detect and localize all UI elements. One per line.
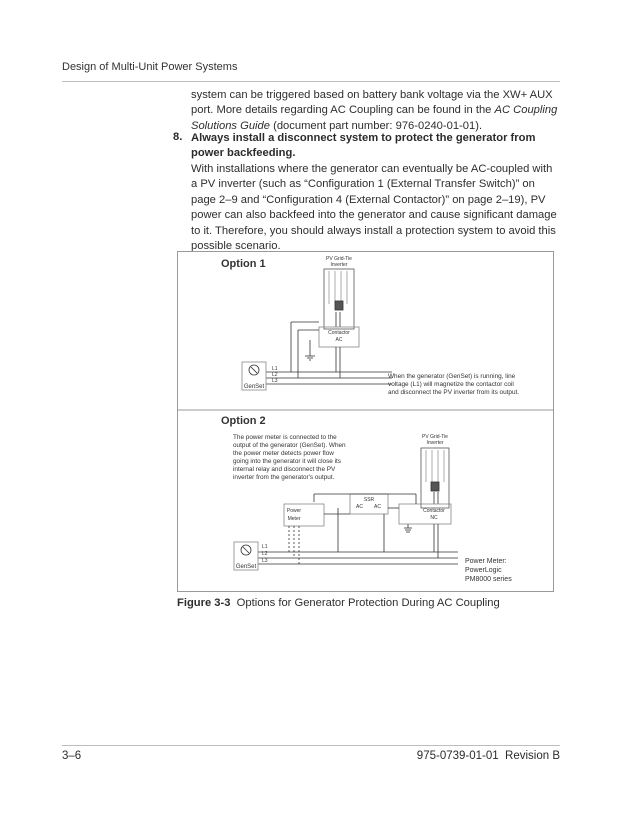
option1-l3-label: L3 <box>272 378 278 384</box>
header-divider <box>62 81 560 82</box>
ssr-label: SSR <box>363 497 375 503</box>
meter-note-line-2: PowerLogic <box>465 567 502 574</box>
option2-inverter-box <box>421 448 449 508</box>
option2-inverter-label-1: PV Grid-Tie <box>422 434 448 440</box>
meter-note-line-1: Power Meter: <box>465 558 507 565</box>
step-body: With installations where the generator can eventually be AC-coupled with a PV inverter (such as “Configuration 1 (External Transfer Switch)” on page 2–9 and “Configuration 4 (External Contactor)” on page 2–19), PV power can also backfeed into the generator and cause significant damage to it. Therefore, you should always install a protection system to avoid this possible scenario. <box>191 163 557 253</box>
power-meter-label-1: Power <box>286 508 302 514</box>
option2-note-line-2: output of the generator (GenSet). When <box>233 442 346 449</box>
option1-note-line-1: When the generator (GenSet) is running, line <box>388 373 516 380</box>
option1-note-line-3: and disconnect the PV inverter from its output. <box>388 389 520 396</box>
option2-note-line-3: the power meter detects power flow <box>233 450 334 457</box>
option2-l3-label: L3 <box>262 558 268 564</box>
intro-paragraph <box>191 88 561 134</box>
option1-title: Option 1 <box>221 258 266 270</box>
intro-text-after: (document part number: 976-0240-01-01). <box>270 119 483 132</box>
option1-l1-label: L1 <box>272 366 278 372</box>
ssr-ac-right-label: AC <box>374 504 381 510</box>
option1-l2-label: L2 <box>272 372 278 378</box>
footer-divider <box>62 745 560 746</box>
power-meter-label-2: Meter <box>287 516 301 522</box>
option2-genset-label: GenSet <box>235 564 257 570</box>
guide-title: AC Coupling Solutions Guide <box>191 104 558 132</box>
option2-contactor-box <box>399 504 451 524</box>
intro-text-before: system can be triggered based on battery bank voltage via the XW+ AUX port. More details regarding AC Coupling can be found in the <box>191 89 553 117</box>
option1-contactor-label-2: AC <box>335 337 343 343</box>
option1-note-line-2: voltage (L1) will magnetize the contactor coil <box>388 381 514 388</box>
option2-note-line-5: internal relay and disconnect the PV <box>233 466 336 473</box>
option2-title: Option 2 <box>221 415 266 427</box>
option1-inverter-box <box>324 269 354 329</box>
option1-inverter-label-1: PV Grid-Tie <box>326 256 352 262</box>
option2-l1-label: L1 <box>262 544 268 550</box>
option2-contactor-label-2: NC <box>430 515 438 521</box>
ssr-ac-left-label: AC <box>356 504 363 510</box>
step-number: 8. <box>173 131 183 143</box>
option2-contactor-label-1: Contactor <box>423 508 445 514</box>
figure-frame <box>177 251 554 592</box>
option2-l2-label: L2 <box>262 551 268 557</box>
figure-caption-text: Options for Generator Protection During AC Coupling <box>230 597 500 609</box>
option2-note-line-6: inverter from the generator's output. <box>233 474 335 481</box>
running-header: Design of Multi-Unit Power Systems <box>62 61 238 73</box>
option1-contactor-label-1: Contactor <box>328 330 350 336</box>
option2-note-line-4: going into the generator it will close its <box>233 458 341 465</box>
meter-note-line-3: PM8000 series <box>465 576 512 583</box>
option2-note-line-1: The power meter is connected to the <box>233 434 337 441</box>
option1-genset-label: GenSet <box>243 384 265 390</box>
figure-caption <box>177 597 500 609</box>
document-number: 975-0739-01-01 Revision B <box>416 750 560 762</box>
option1-inverter-label-2: Inverter <box>330 262 348 268</box>
wiring-diagram <box>178 252 553 591</box>
step-heading: Always install a disconnect system to protect the generator from power backfeeding. <box>191 132 536 160</box>
option1-inverter-terminal <box>335 301 343 310</box>
option2-inverter-terminal <box>431 482 439 491</box>
figure-caption-label: Figure 3-3 <box>177 597 231 609</box>
option2-inverter-label-2: Inverter <box>426 440 444 446</box>
page-number: 3–6 <box>62 750 82 762</box>
